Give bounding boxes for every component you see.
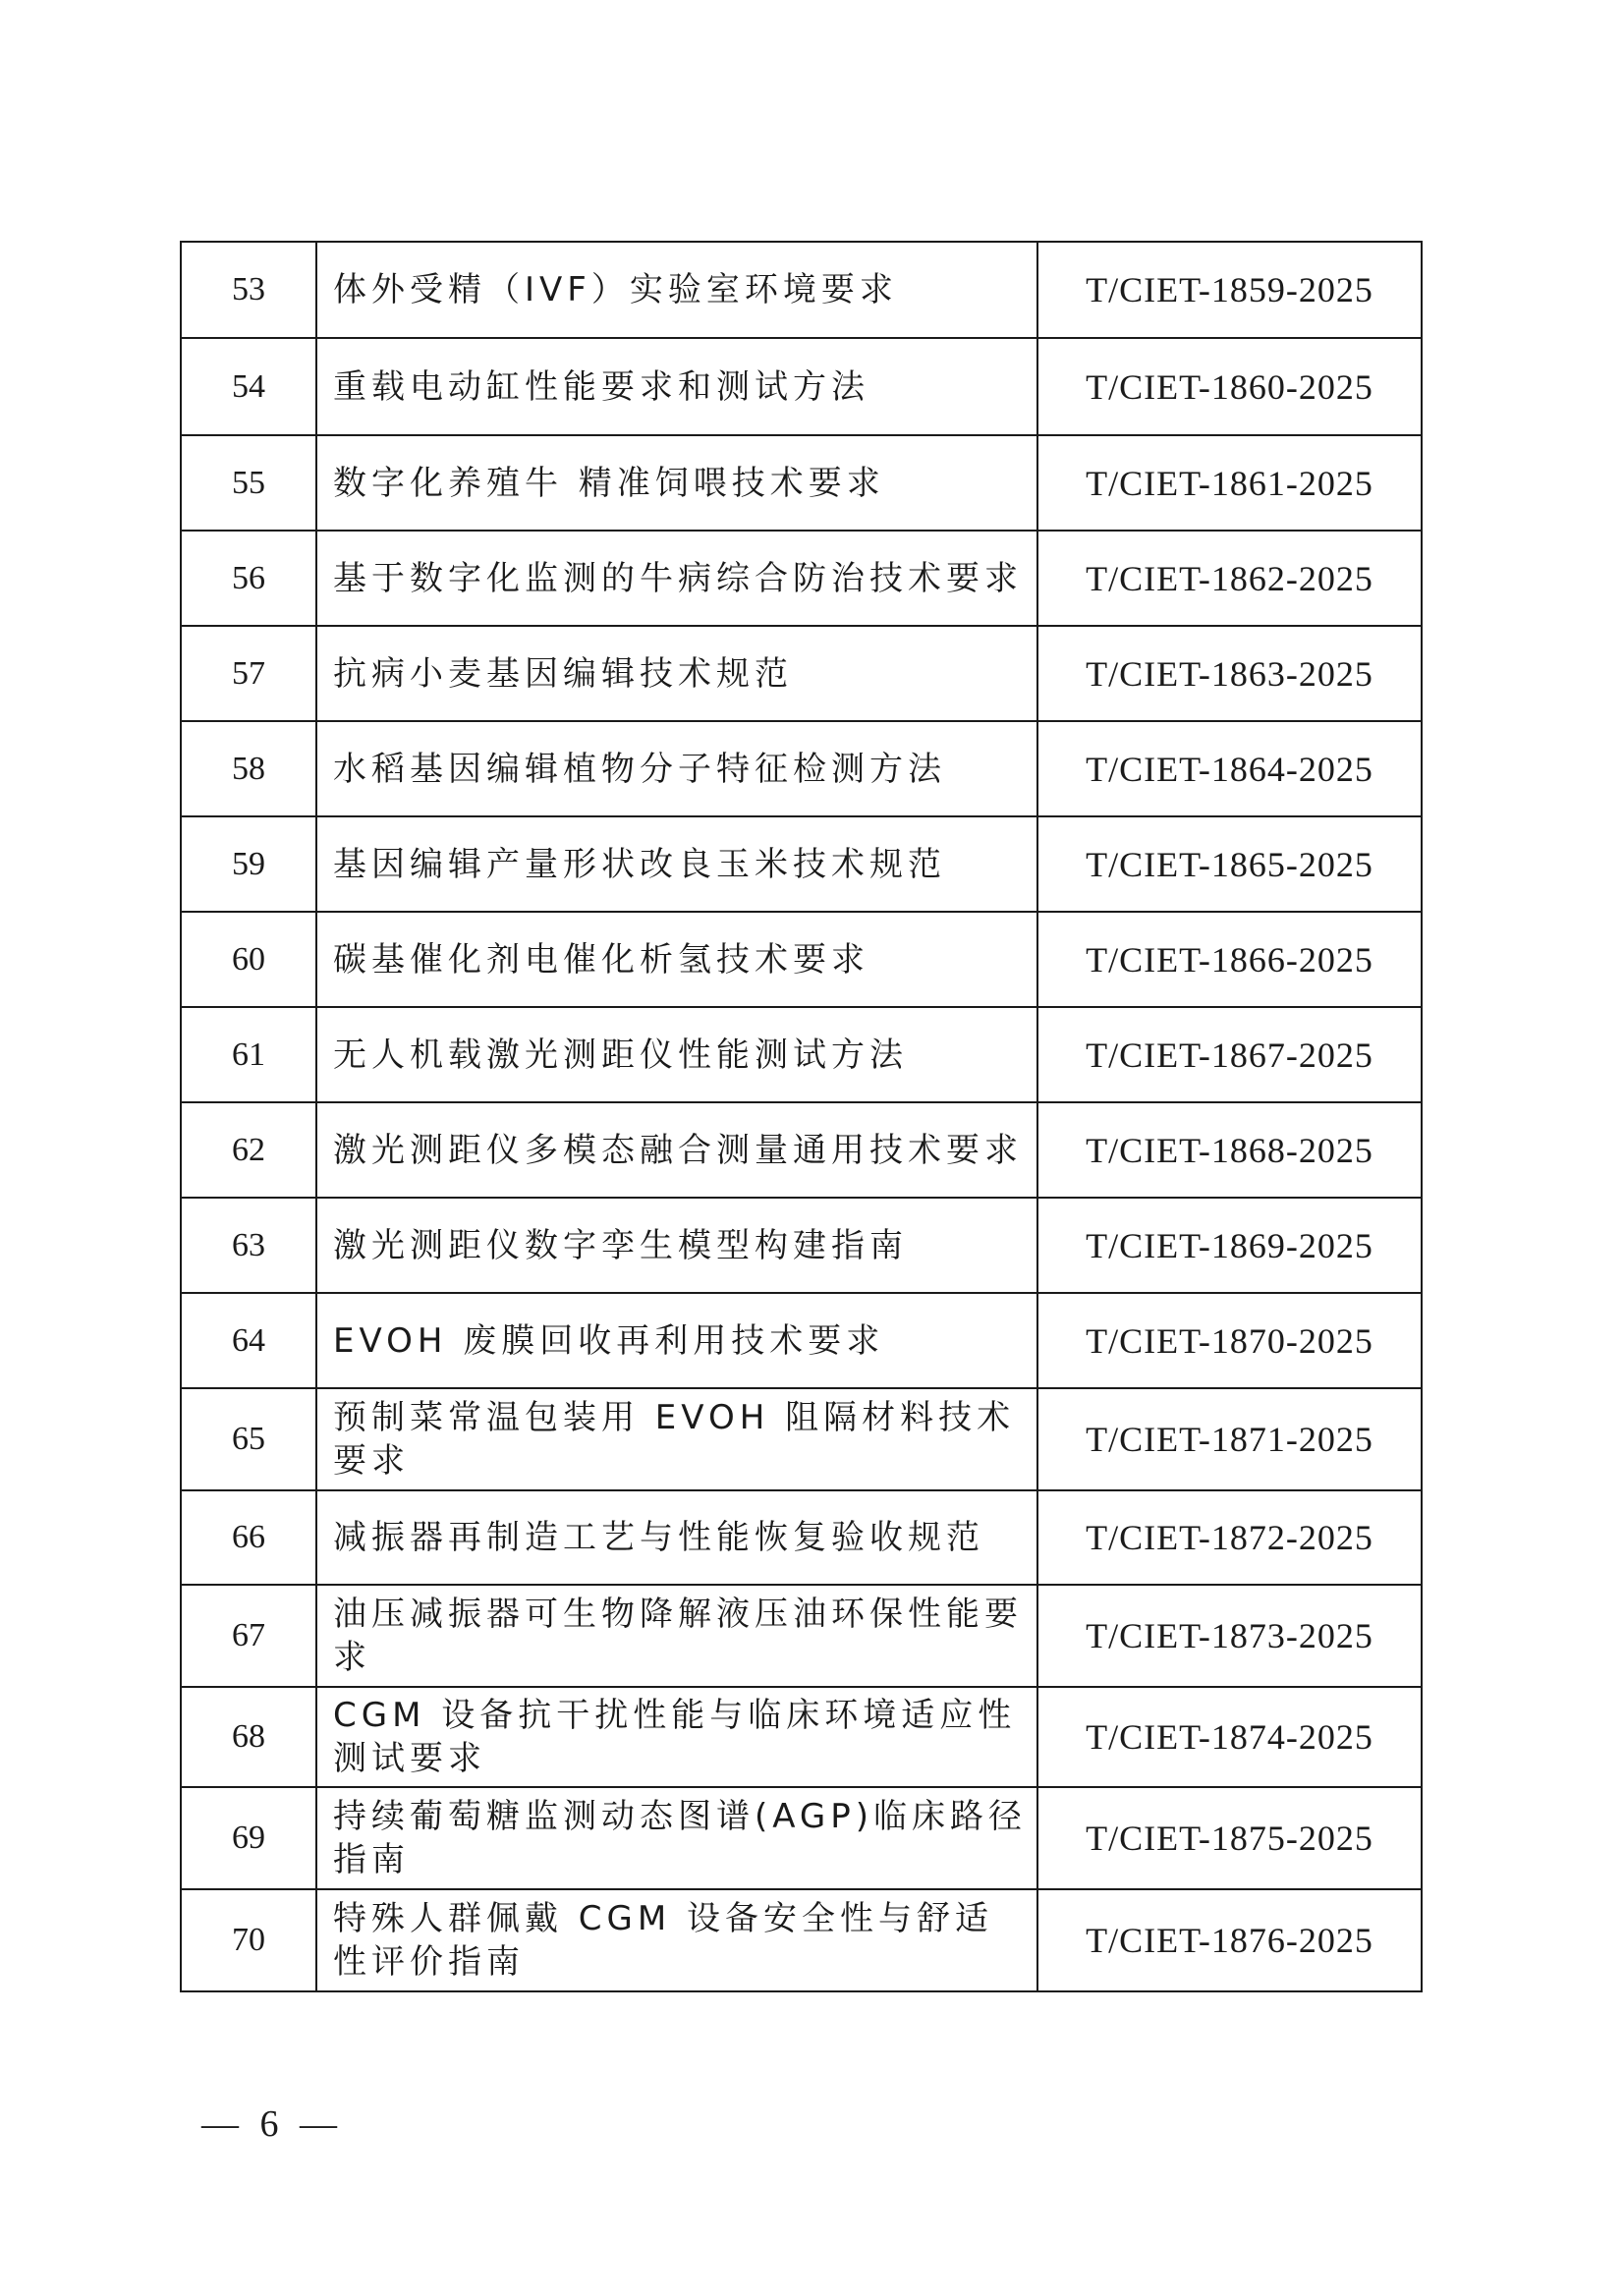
table-row bbox=[181, 1102, 1422, 1198]
page-number: — 6 — bbox=[201, 2103, 343, 2145]
standard-code: T/CIET-1861-2025 bbox=[1037, 435, 1422, 531]
row-number: 68 bbox=[181, 1687, 316, 1787]
standard-title: 重载电动缸性能要求和测试方法 bbox=[316, 338, 1037, 435]
table-row bbox=[181, 338, 1422, 435]
row-number: 62 bbox=[181, 1102, 316, 1198]
standard-code: T/CIET-1865-2025 bbox=[1037, 816, 1422, 912]
standard-code: T/CIET-1868-2025 bbox=[1037, 1102, 1422, 1198]
standards-table bbox=[180, 241, 1423, 1992]
standard-code: T/CIET-1875-2025 bbox=[1037, 1787, 1422, 1889]
standard-title: EVOH 废膜回收再利用技术要求 bbox=[316, 1293, 1037, 1388]
standard-code: T/CIET-1866-2025 bbox=[1037, 912, 1422, 1007]
standard-code: T/CIET-1867-2025 bbox=[1037, 1007, 1422, 1102]
table-row bbox=[181, 435, 1422, 531]
standard-title: 预制菜常温包装用 EVOH 阻隔材料技术要求 bbox=[316, 1388, 1037, 1490]
standard-code: T/CIET-1860-2025 bbox=[1037, 338, 1422, 435]
standard-code: T/CIET-1873-2025 bbox=[1037, 1585, 1422, 1687]
table-row bbox=[181, 1687, 1422, 1787]
row-number: 58 bbox=[181, 721, 316, 816]
row-number: 66 bbox=[181, 1490, 316, 1585]
standard-title: 碳基催化剂电催化析氢技术要求 bbox=[316, 912, 1037, 1007]
standard-code: T/CIET-1859-2025 bbox=[1037, 242, 1422, 338]
row-number: 54 bbox=[181, 338, 316, 435]
standard-code: T/CIET-1876-2025 bbox=[1037, 1889, 1422, 1991]
row-number: 59 bbox=[181, 816, 316, 912]
row-number: 67 bbox=[181, 1585, 316, 1687]
row-number: 61 bbox=[181, 1007, 316, 1102]
standard-title: 持续葡萄糖监测动态图谱(AGP)临床路径指南 bbox=[316, 1787, 1037, 1889]
row-number: 70 bbox=[181, 1889, 316, 1991]
table-row bbox=[181, 626, 1422, 721]
standard-title: 水稻基因编辑植物分子特征检测方法 bbox=[316, 721, 1037, 816]
row-number: 60 bbox=[181, 912, 316, 1007]
standard-code: T/CIET-1864-2025 bbox=[1037, 721, 1422, 816]
table-row bbox=[181, 721, 1422, 816]
table-row bbox=[181, 1585, 1422, 1687]
standard-code: T/CIET-1869-2025 bbox=[1037, 1198, 1422, 1293]
table-row bbox=[181, 1388, 1422, 1490]
table-row bbox=[181, 816, 1422, 912]
table-row bbox=[181, 1490, 1422, 1585]
standard-title: 激光测距仪数字孪生模型构建指南 bbox=[316, 1198, 1037, 1293]
row-number: 65 bbox=[181, 1388, 316, 1490]
row-number: 56 bbox=[181, 531, 316, 626]
standard-title: 数字化养殖牛 精准饲喂技术要求 bbox=[316, 435, 1037, 531]
row-number: 64 bbox=[181, 1293, 316, 1388]
standard-code: T/CIET-1870-2025 bbox=[1037, 1293, 1422, 1388]
table-row bbox=[181, 1787, 1422, 1889]
standard-title: 油压减振器可生物降解液压油环保性能要求 bbox=[316, 1585, 1037, 1687]
table-row bbox=[181, 1007, 1422, 1102]
standard-title: 激光测距仪多模态融合测量通用技术要求 bbox=[316, 1102, 1037, 1198]
standard-code: T/CIET-1872-2025 bbox=[1037, 1490, 1422, 1585]
row-number: 63 bbox=[181, 1198, 316, 1293]
standard-title: 体外受精（IVF）实验室环境要求 bbox=[316, 242, 1037, 338]
table-row bbox=[181, 531, 1422, 626]
table-row bbox=[181, 242, 1422, 338]
standard-title: 基于数字化监测的牛病综合防治技术要求 bbox=[316, 531, 1037, 626]
standard-title: 特殊人群佩戴 CGM 设备安全性与舒适性评价指南 bbox=[316, 1889, 1037, 1991]
row-number: 55 bbox=[181, 435, 316, 531]
standard-title: 基因编辑产量形状改良玉米技术规范 bbox=[316, 816, 1037, 912]
standard-title: CGM 设备抗干扰性能与临床环境适应性测试要求 bbox=[316, 1687, 1037, 1787]
standard-title: 无人机载激光测距仪性能测试方法 bbox=[316, 1007, 1037, 1102]
row-number: 57 bbox=[181, 626, 316, 721]
standard-title: 减振器再制造工艺与性能恢复验收规范 bbox=[316, 1490, 1037, 1585]
table-row bbox=[181, 912, 1422, 1007]
table-row bbox=[181, 1293, 1422, 1388]
standard-code: T/CIET-1874-2025 bbox=[1037, 1687, 1422, 1787]
row-number: 69 bbox=[181, 1787, 316, 1889]
table-row bbox=[181, 1198, 1422, 1293]
standard-code: T/CIET-1871-2025 bbox=[1037, 1388, 1422, 1490]
standard-code: T/CIET-1862-2025 bbox=[1037, 531, 1422, 626]
standard-title: 抗病小麦基因编辑技术规范 bbox=[316, 626, 1037, 721]
row-number: 53 bbox=[181, 242, 316, 338]
table-row bbox=[181, 1889, 1422, 1991]
standard-code: T/CIET-1863-2025 bbox=[1037, 626, 1422, 721]
